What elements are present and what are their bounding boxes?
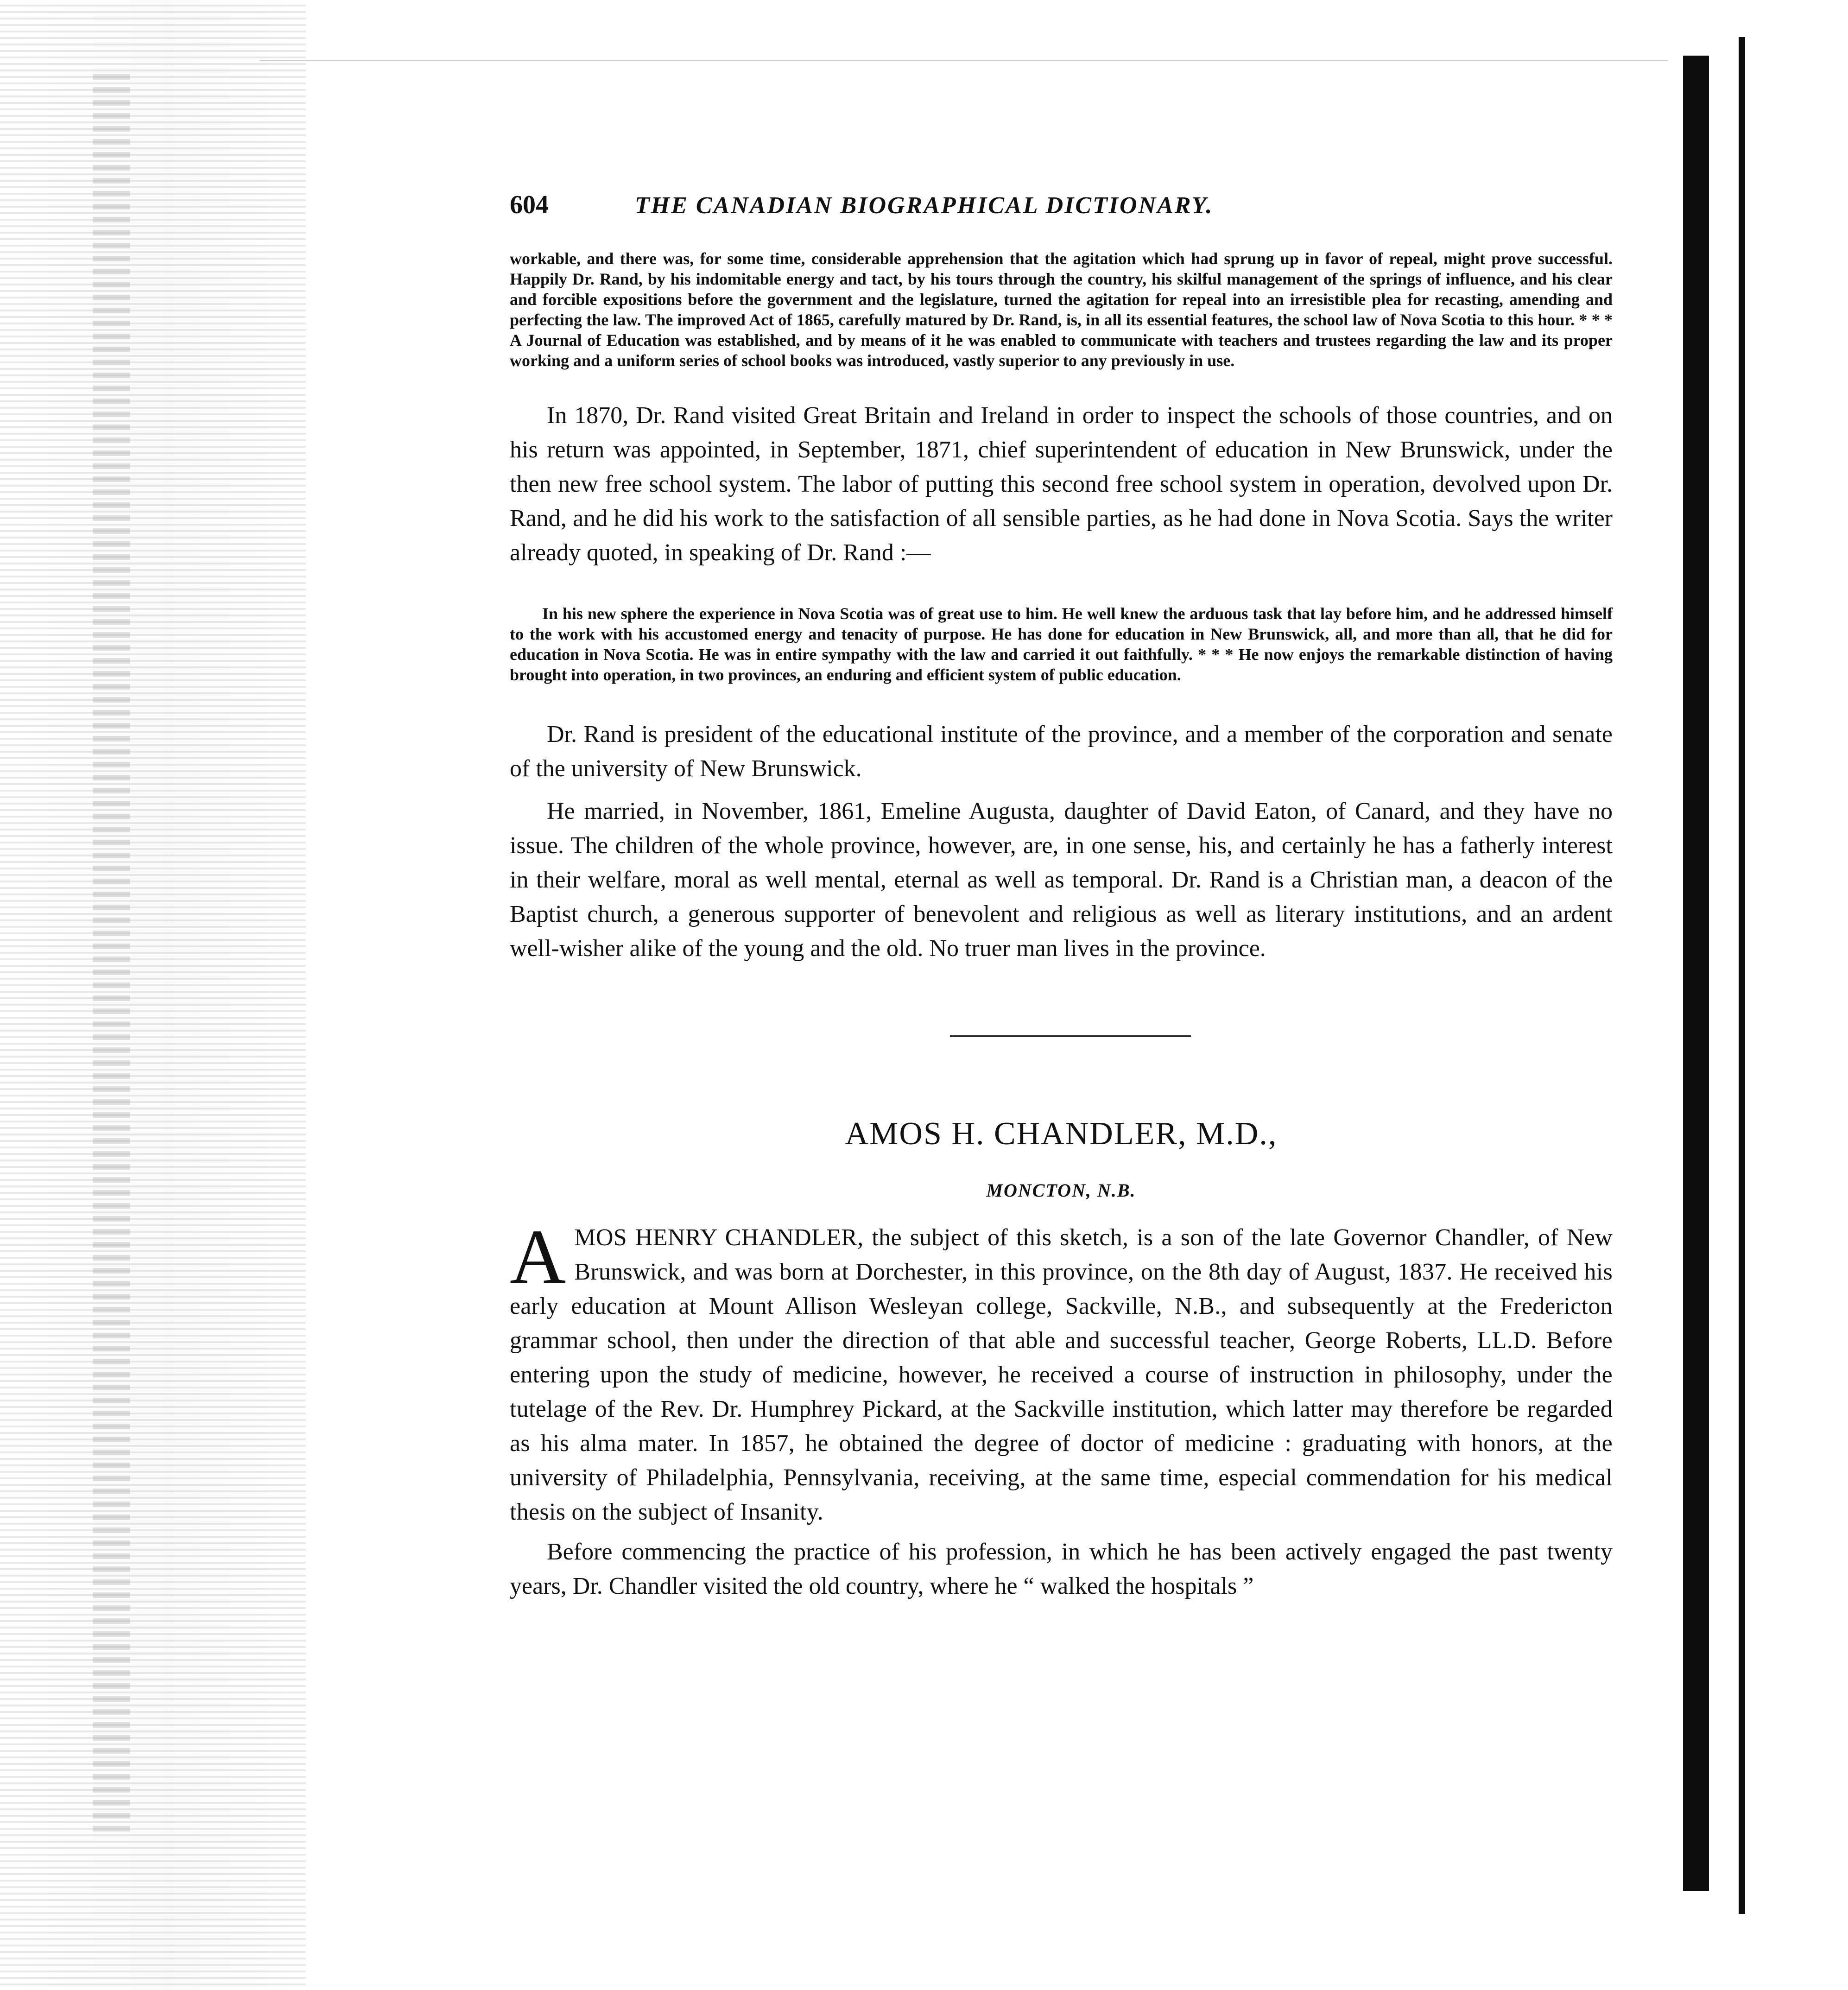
section-subtitle: MONCTON, N.B. xyxy=(986,1180,1136,1201)
paragraph-3: He married, in November, 1861, Emeline Augusta, daughter of David Eaton, of Canard, and they have no issue. The children of the whole province, however, are, in one sense, his, and certainly he has a fatherly interest in their welfare, moral as well mental, eternal as well as temporal. Dr. Rand is a Christian man, a deacon of the Baptist church, a generous supporter of benevolent and religious as well as literary institutions, and an ardent well-wisher alike of the young and the old. No truer man lives in the province. xyxy=(510,798,1613,962)
running-title: THE CANADIAN BIOGRAPHICAL DICTIONARY. xyxy=(635,192,1214,219)
section-divider xyxy=(950,1035,1191,1037)
scan-right-bar xyxy=(1683,56,1709,1891)
page-number: 604 xyxy=(510,190,549,219)
quote-block-2: In his new sphere the experience in Nova Scotia was of great use to him. He well knew the arduous task that lay before him, and he addressed himself to the work with his accustomed energy and tenacity of purpose. He has done for education in New Brunswick, all, and more than all, that he did for education in Nova Scotia. He was in entire sympathy with the law and carried it out faithfully. * * * He now enjoys the remarkable distinction of having brought into operation, in two provinces, an enduring and efficient system of public education. xyxy=(510,604,1613,684)
bio-paragraph-2: Before commencing the practice of his profession, in which he has been actively engaged the past twenty years, Dr. Chandler visited the old country, where he “ walked the hospitals ” xyxy=(510,1539,1613,1600)
scan-top-line xyxy=(259,60,1668,61)
drop-cap: A xyxy=(510,1214,566,1300)
page-content xyxy=(510,190,1613,1603)
running-head xyxy=(510,190,1613,222)
paragraph-2: Dr. Rand is president of the educational institute of the province, and a member of the corporation and senate of the university of New Brunswick. xyxy=(510,721,1613,782)
biography-block xyxy=(510,1214,1613,1529)
bio-paragraph-1: MOS HENRY CHANDLER, the subject of this sketch, is a son of the late Governor Chandler, of New Brunswick, and was born at Dorchester, in this province, on the 8th day of August, 1837. He received his early education at Mount Allison Wesleyan college, Sackville, N.B., and subsequently at the Fredericton grammar school, then under the direction of that able and successful teacher, George Roberts, LL.D. Before entering upon the study of medicine, however, he received a course of instruction in philosophy, under the tutelage of the Rev. Dr. Humphrey Pickard, at the Sackville institution, which latter may therefore be regarded as his alma mater. In 1857, he obtained the degree of doctor of medicine : graduating with honors, at the university of Philadelphia, Pennsylvania, receiving, at the same time, especial commendation for his medical thesis on the subject of Insanity. xyxy=(510,1224,1613,1526)
paragraph-1: In 1870, Dr. Rand visited Great Britain and Ireland in order to inspect the schools of those countries, and on his return was appointed, in September, 1871, chief superintendent of education in New Brunswick, under the then new free school system. The labor of putting this second free school system in operation, devolved upon Dr. Rand, and he did his work to the satisfaction of all sensible parties, as he had done in Nova Scotia. Says the writer already quoted, in speaking of Dr. Rand :— xyxy=(510,402,1613,566)
section-title: AMOS H. CHANDLER, M.D., xyxy=(845,1116,1278,1152)
quote-block-1: workable, and there was, for some time, considerable apprehension that the agitation which had sprung up in favor of repeal, might prove successful. Happily Dr. Rand, by his indomitable energy and tact, by his tours through the country, his skilful management of the springs of influence, and his clear and forcible expositions before the government and the legislature, turned the agitation for repeal into an irresistible plea for recasting, amending and perfecting the law. The improved Act of 1865, carefully matured by Dr. Rand, is, in all its essential features, the school law of Nova Scotia to this hour. * * * A Journal of Education was established, and by means of it he was enabled to communicate with teachers and trustees regarding the law and its proper working and a uniform series of school books was introduced, vastly superior to any previously in use. xyxy=(510,249,1613,370)
scan-right-bar-thin xyxy=(1739,37,1745,1914)
scan-left-edge xyxy=(0,0,306,1990)
